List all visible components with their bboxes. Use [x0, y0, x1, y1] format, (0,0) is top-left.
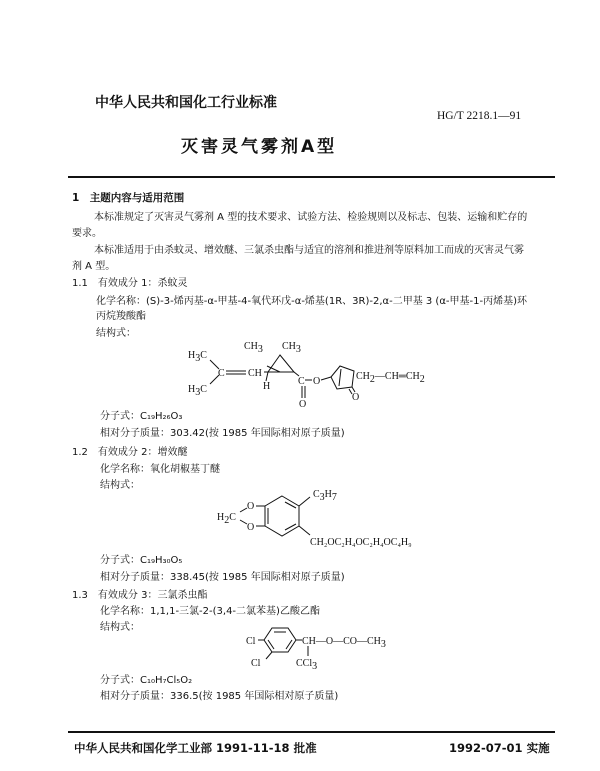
- chemical-name: 化学名称：(S)-3-烯丙基-α-甲基-4-氧代环戊-α-烯基(1R、3R)-2,α-二甲基 3 (α-甲基-1-丙烯基)环: [96, 296, 528, 307]
- struct-label: CH3: [244, 341, 263, 355]
- struct-label: CH₂OC₂H₄OC₂H₄OC₄H₉: [310, 537, 412, 548]
- struct-label: CCl3: [296, 658, 318, 672]
- standard-code: HG/T 2218.1—91: [437, 110, 522, 122]
- subsection-heading: 1.1 有效成分 1：杀蚊灵: [72, 278, 188, 289]
- struct-label: C: [298, 376, 305, 387]
- struct-label: O: [247, 522, 255, 533]
- molecular-mass: 相对分子质量：336.5(按 1985 年国际相对原子质量): [100, 691, 339, 702]
- approval-info: 中华人民共和国化学工业部 1991-11-18 批准: [74, 741, 317, 755]
- structure-label: 结构式：: [96, 328, 136, 339]
- struct-label: H: [263, 381, 271, 392]
- molecular-formula: 分子式：C₁₉H₂₆O₃: [100, 411, 183, 422]
- struct-label: C3H7: [313, 489, 337, 503]
- molecular-formula: 分子式：C₁₀H₇Cl₅O₂: [100, 675, 193, 686]
- struct-label: H3C: [188, 384, 207, 398]
- molecular-mass: 相对分子质量：303.42(按 1985 年国际相对原子质量): [100, 428, 345, 439]
- struct-label: O: [299, 399, 307, 410]
- paragraph-continuation: 要求。: [72, 228, 102, 239]
- chemical-name-continuation: 丙烷羧酸酯: [96, 311, 146, 322]
- paragraph: 本标准规定了灭害灵气雾剂 A 型的技术要求、试验方法、检验规则以及标志、包装、运输和贮存的: [94, 212, 528, 223]
- molecular-formula: 分子式：C₁₉H₃₀O₅: [100, 555, 183, 566]
- bond: [266, 652, 272, 659]
- struct-label: O: [313, 376, 321, 387]
- chemical-name: 化学名称：氧化胡椒基丁醚: [100, 464, 220, 475]
- struct-label: H3C: [188, 350, 207, 364]
- standard-category: 中华人民共和国化工行业标准: [95, 95, 277, 111]
- structure-label: 结构式：: [100, 480, 140, 491]
- structure-label: 结构式：: [100, 622, 140, 633]
- struct-label: Cl: [246, 636, 256, 647]
- subsection-heading: 1.2 有效成分 2：增效醚: [72, 447, 188, 458]
- struct-label: H2C: [217, 512, 236, 526]
- page-title: 灭害灵气雾剂A型: [181, 137, 338, 157]
- struct-label: CH2—CH═CH2: [356, 371, 425, 385]
- struct-label: CH—O—CO—CH3: [302, 636, 386, 650]
- struct-label: CH: [248, 368, 262, 379]
- paragraph: 本标准适用于由杀蚊灵、增效醚、三氯杀虫酯与适宜的溶剂和推进剂等原料加工而成的灭害灵气雾: [94, 245, 524, 256]
- section-heading: 1 主题内容与适用范围: [72, 192, 185, 204]
- struct-label: C: [218, 368, 225, 379]
- molecular-mass: 相对分子质量：338.45(按 1985 年国际相对原子质量): [100, 572, 345, 583]
- subsection-heading: 1.3 有效成分 3：三氯杀虫酯: [72, 590, 208, 601]
- struct-label: O: [352, 392, 360, 403]
- struct-label: CH3: [282, 341, 301, 355]
- paragraph-continuation: 剂 A 型。: [72, 261, 116, 272]
- struct-label: O: [247, 501, 255, 512]
- footer-divider: [68, 731, 555, 733]
- implementation-date: 1992-07-01 实施: [449, 741, 550, 755]
- struct-label: Cl: [251, 658, 261, 669]
- chemical-name: 化学名称：1,1,1-三氯-2-(3,4-二氯苯基)乙酸乙酯: [100, 606, 320, 617]
